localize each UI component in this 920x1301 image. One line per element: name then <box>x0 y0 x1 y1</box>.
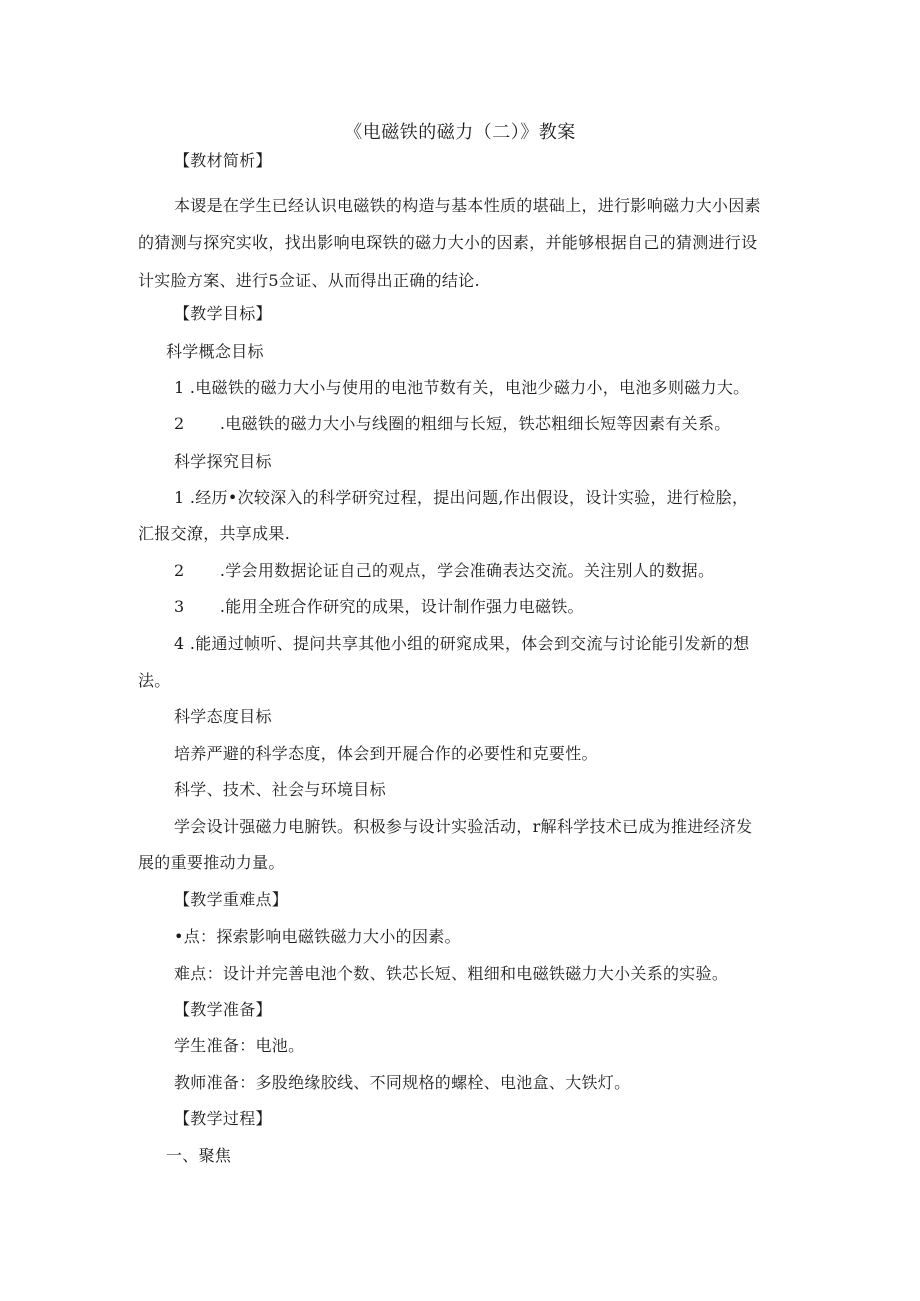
attitude-goals-text: 培养严避的科学态度，体会到开屣合作的必要性和克要性。 <box>174 744 598 763</box>
analysis-line-1: 本谡是在学生已经认识电磁铁的构造与基本性质的堪础上，进行影响磁力大小因素 <box>174 196 761 215</box>
inquiry-goal-4-continued: 法。 <box>138 671 171 690</box>
concept-goals-title: 科学概念目标 <box>166 342 264 361</box>
difficult-point: 难点：设计并完善电池个数、铁芯长短、粗细和电磁铁磁力大小关系的实验。 <box>174 964 729 983</box>
list-number: 2 <box>174 414 185 433</box>
list-text: .电磁铁的磁力大小与线圈的粗细与长短，铁芯粗细长短等因素有关系。 <box>219 414 731 433</box>
key-point: •点：探索影响电磁铁磁力大小的因素。 <box>174 927 461 946</box>
concept-goal-1 <box>174 378 749 398</box>
sts-goals-line-2: 展的重要推动力量。 <box>138 853 285 872</box>
sts-goals-title: 科学、技术、社会与环境目标 <box>174 780 386 799</box>
sts-goals-line-1: 学会设计强磁力电腑铁。积极参与设计实验活动，r解科学技术已成为推进经济发 <box>174 817 753 836</box>
list-number: 1 <box>174 378 185 397</box>
student-preparation: 学生准备：电池。 <box>174 1036 305 1055</box>
concept-goal-2 <box>174 414 731 434</box>
list-text: .能通过帧听、提问共享其他小组的研窕成果，体会到交流与讨论能引发新的想 <box>189 634 750 653</box>
list-number: 2 <box>174 561 185 580</box>
list-text: .学会用数据论证自己的观点，学会准确表达交流。关注别人的数据。 <box>219 561 715 580</box>
inquiry-goal-4 <box>174 634 749 654</box>
analysis-line-3: 计实脸方案、进行5佥证、从而得出正确的结论. <box>138 271 480 290</box>
process-step-1: 一、聚焦 <box>166 1146 232 1165</box>
list-text: .能用全班合作研究的成果，设计制作强力电磁铁。 <box>219 597 584 616</box>
list-number: 4 <box>174 634 185 653</box>
list-number: 3 <box>174 597 185 616</box>
inquiry-goal-3 <box>174 597 584 617</box>
teacher-preparation: 教师准备：多股绝缘胶线、不同规格的螺栓、电池盒、大铁灯。 <box>174 1073 631 1092</box>
inquiry-goals-title: 科学探究目标 <box>174 452 272 471</box>
inquiry-goal-2 <box>174 561 714 581</box>
list-text: .电磁铁的磁力大小与使用的电池节数有关，电池少磁力小，电池多则磁力大。 <box>189 378 750 397</box>
analysis-line-2: 的猜测与探究实收，找出影响电琛铁的磁力大小的因素，并能够根据自己的猜测进行设 <box>138 233 758 252</box>
list-text: .经历•次较深入的科学研究过程，提出问题,作出假设，设计实验，进行检脍， <box>189 488 749 507</box>
heading-preparation: 【教学准备】 <box>174 1000 272 1019</box>
list-number: 1 <box>174 488 185 507</box>
heading-teaching-process: 【教学过程】 <box>174 1109 272 1128</box>
inquiry-goal-1 <box>174 488 748 508</box>
heading-teaching-goals: 【教学目标】 <box>174 304 272 323</box>
heading-key-difficult: 【教学重难点】 <box>174 890 289 909</box>
inquiry-goal-1-continued: 汇报交潦，共享成果. <box>138 524 291 543</box>
attitude-goals-title: 科学态度目标 <box>174 707 272 726</box>
heading-material-analysis: 【教材简析】 <box>174 151 272 170</box>
document-title: 《电磁铁的磁力（二）》教案 <box>344 122 576 143</box>
